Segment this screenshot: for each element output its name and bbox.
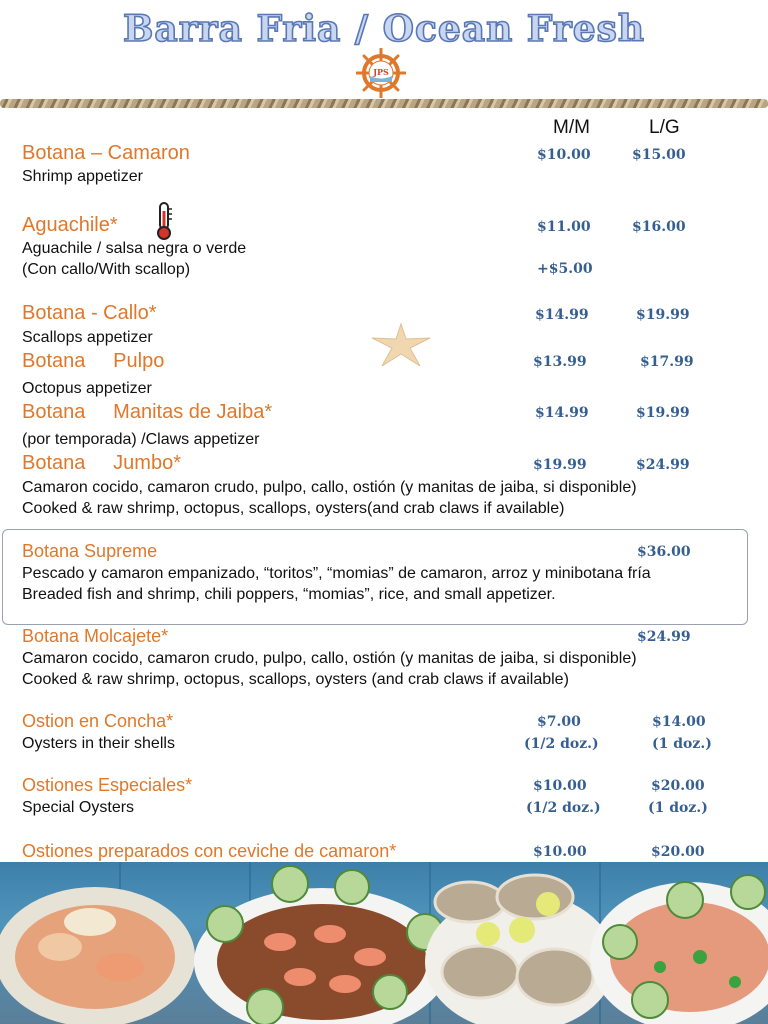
logo-text: JPS	[373, 67, 389, 77]
rope-divider	[0, 99, 768, 108]
item-desc: Pescado y camaron empanizado, “toritos”, “momias” de camaron, arroz y minibotana fría	[22, 565, 651, 582]
item-name: Botana - Callo*	[22, 302, 157, 324]
item-desc: (por temporada) /Claws appetizer	[22, 431, 260, 448]
price-medium: $14.99	[535, 307, 589, 323]
ship-wheel-logo	[356, 48, 406, 98]
qty-medium: (1/2 doz.)	[526, 800, 601, 816]
price-medium: $19.99	[533, 457, 587, 473]
item-name: Ostiones Especiales*	[22, 775, 193, 795]
item-name: Botana Jumbo*	[22, 452, 181, 474]
price-large: $19.99	[636, 307, 690, 323]
qty-large: (1 doz.)	[648, 800, 708, 816]
item-name: Botana – Camaron	[22, 142, 190, 164]
item-desc: Special Oysters	[22, 799, 135, 816]
price-medium: $10.00	[537, 147, 591, 163]
starfish-icon	[370, 322, 432, 368]
qty-medium: (1/2 doz.)	[524, 736, 599, 752]
item-desc: Aguachile / salsa negra o verde	[22, 240, 247, 257]
item-name: Botana Supreme	[22, 541, 158, 561]
item-desc: Scallops appetizer	[22, 329, 153, 346]
price-extra: +$5.00	[537, 261, 593, 277]
price-large: $15.00	[632, 147, 686, 163]
thermometer-icon	[153, 201, 175, 241]
price-large: $19.99	[636, 405, 690, 421]
item-name: Ostion en Concha*	[22, 711, 174, 731]
page-title: Barra Fria / Ocean Fresh	[122, 8, 646, 50]
item-desc: Octopus appetizer	[22, 380, 152, 397]
price-large: $16.00	[632, 219, 686, 235]
price-medium: $11.00	[537, 219, 591, 235]
price-medium: $14.99	[535, 405, 589, 421]
item-name: Aguachile*	[22, 214, 118, 236]
price-large: $20.00	[651, 844, 705, 860]
item-desc: Cooked & raw shrimp, octopus, scallops, oysters(and crab claws if available)	[22, 500, 565, 517]
item-name: Botana Manitas de Jaiba*	[22, 401, 273, 423]
item-desc: Camaron cocido, camaron crudo, pulpo, callo, ostión (y manitas de jaiba, si disponible)	[22, 479, 637, 496]
item-desc: Shrimp appetizer	[22, 168, 143, 185]
price-large: $17.99	[640, 354, 694, 370]
seafood-photo	[0, 862, 768, 1024]
item-desc: Cooked & raw shrimp, octopus, scallops, oysters (and crab claws if available)	[22, 671, 569, 688]
item-name: Botana Molcajete*	[22, 626, 169, 646]
seafood-photo-illustration	[0, 862, 768, 1024]
large-size-header: L/G	[649, 117, 680, 138]
price-medium: $10.00	[533, 778, 587, 794]
price-single: $36.00	[637, 544, 691, 560]
item-desc: Camaron cocido, camaron crudo, pulpo, callo, ostión (y manitas de jaiba, si disponible)	[22, 650, 637, 667]
price-medium: $13.99	[533, 354, 587, 370]
price-large: $20.00	[651, 778, 705, 794]
price-medium: $10.00	[533, 844, 587, 860]
item-desc: Breaded fish and shrimp, chili poppers, “momias”, rice, and small appetizer.	[22, 586, 556, 603]
item-name: Botana Pulpo	[22, 350, 165, 372]
item-name: Ostiones preparados con ceviche de camaron*	[22, 841, 397, 861]
price-single: $24.99	[637, 629, 691, 645]
item-desc: (Con callo/With scallop)	[22, 261, 191, 278]
item-desc: Oysters in their shells	[22, 735, 175, 752]
qty-large: (1 doz.)	[652, 736, 712, 752]
price-large: $14.00	[652, 714, 706, 730]
price-medium: $7.00	[537, 714, 581, 730]
medium-size-header: M/M	[553, 117, 590, 138]
price-large: $24.99	[636, 457, 690, 473]
